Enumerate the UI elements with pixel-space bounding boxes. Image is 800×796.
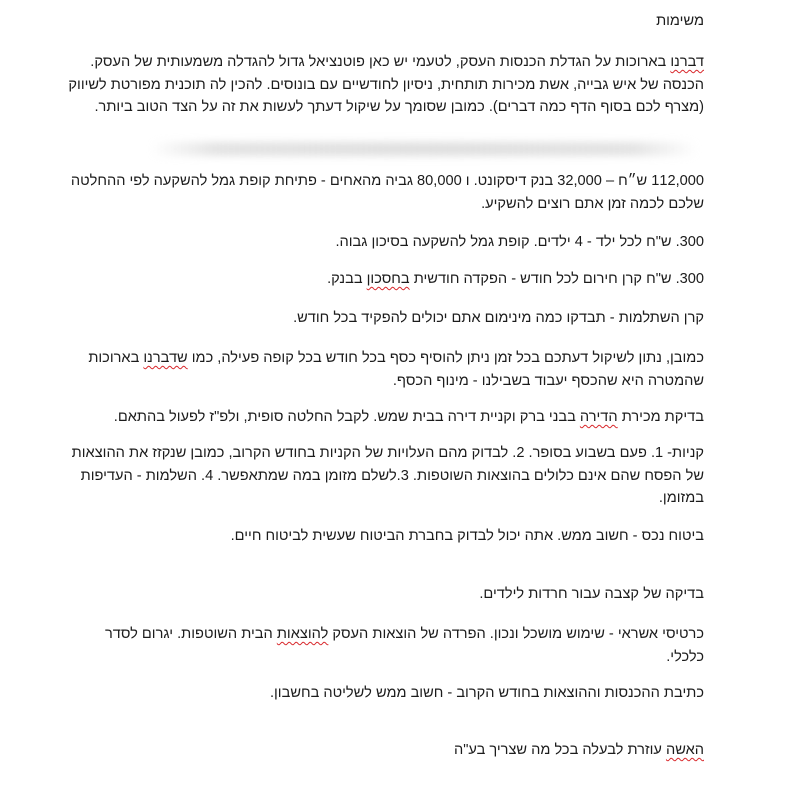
- closing-spell-underlined-word: האשה: [665, 742, 704, 758]
- emergency-text-before: 300. ש"ח קרן חירום לכל חודש - הפקדה חודשית: [409, 271, 704, 287]
- children-savings-paragraph: [92, 231, 704, 254]
- flexibility-spell-underlined-word: שדברנו: [143, 350, 188, 366]
- intro-paragraph: [68, 51, 704, 119]
- apartment-text-after: בבני ברק וקניית דירה בבית שמש. לקבל החלטה סופית, ולפ"ז לפעול בהתאם.: [113, 409, 580, 425]
- tracking-text: כתיבת ההכנסות וההוצאות בחודש הקרוב - חשוב ממש לשליטה בחשבון.: [269, 685, 704, 701]
- closing-paragraph: [92, 739, 704, 762]
- redacted-blurred-line: [150, 142, 698, 156]
- investment-line-1: 112,000 ש״ח – 32,000 בנק דיסקונט. ו 80,000 גביה מהאחים - פתיחת קופת גמל להשקעה לפי ההחלטה: [70, 173, 704, 189]
- insurance-text: ביטוח נכס - חשוב ממש. אתה יכול לבדוק בחברת הביטוח שעשית לביטוח חיים.: [230, 528, 704, 544]
- intro-text-3: (מצרף לכם בסוף הדף כמה דברים). כמובן שסומך על שיקול דעתך לעשות את זה על הצד הטוב ביותר.: [94, 99, 704, 115]
- apartment-spell-underlined-word: הדירה: [579, 409, 618, 425]
- document-title: [92, 10, 704, 33]
- credit-line-2: כלכלי.: [666, 648, 704, 665]
- allowance-text: בדיקה של קצבה עבור חרדות לילדים.: [479, 586, 704, 602]
- apartment-text-before: בדיקת מכירת: [617, 409, 704, 425]
- flexibility-paragraph: [88, 347, 704, 392]
- credit-spell-underlined-word: להוצאות: [276, 626, 329, 642]
- flexibility-line-2: שהמטרה היא שהכסף יעבוד בשבילנו - מינוף הכסף.: [392, 372, 704, 389]
- investment-paragraph: [70, 170, 704, 215]
- investment-line-2: שלכם לכמה זמן אתם רוצים להשקיע.: [481, 195, 704, 212]
- shopping-line-3: במזומן.: [658, 490, 704, 506]
- credit-text-after: הבית השוטפות. יגרום לסדר: [104, 626, 277, 642]
- shopping-paragraph: [71, 442, 704, 510]
- intro-text-2: הכנסה של איש גבייה, אשת מכירות תותחית, ניסיון לחודשיים עם בונוסים. להכין לה תוכנית מפורטת לשיווק: [68, 76, 704, 93]
- emergency-text-after: בבנק.: [327, 271, 367, 287]
- flexibility-text-after: בארוכות: [88, 350, 144, 366]
- pension-text: קרן השתלמות - תבדקו כמה מינימום אתם יכולים להפקיד בכל חודש.: [293, 310, 704, 326]
- flexibility-text-before: כמובן, נתון לשיקול דעתכם בכל זמן ניתן להוסיף כסף בכל חודש בכל קופה פעילה, כמו: [187, 350, 704, 366]
- credit-cards-paragraph: [92, 623, 704, 668]
- intro-spell-underlined-word: דברנו: [670, 54, 704, 70]
- credit-text-before: כרטיסי אשראי - שימוש מושכל ונכון. הפרדה של הוצאות העסק: [328, 626, 704, 642]
- children-savings-text: 300. ש"ח לכל ילד - 4 ילדים. קופת גמל להשקעה בסיכון גבוה.: [335, 234, 704, 250]
- pension-fund-paragraph: [92, 307, 704, 330]
- apartment-paragraph: [92, 406, 704, 429]
- emergency-spell-underlined-word: בחסכון: [366, 271, 410, 287]
- emergency-fund-paragraph: [92, 268, 704, 291]
- tracking-paragraph: [92, 682, 704, 705]
- allowance-paragraph: [92, 583, 704, 606]
- document-title-text: משימות: [656, 13, 704, 29]
- intro-text-1: בארוכות על הגדלת הכנסות העסק, לטעמי יש כאן פוטנציאל גדול להגדלה משמעותית של העסק.: [90, 54, 671, 70]
- insurance-paragraph: [92, 525, 704, 548]
- shopping-line-1: קניות- 1. פעם בשבוע בסופר. 2. לבדוק מהם העלויות של הקניות בחודש הקרוב, כמובן שנקזז את ההוצאות: [71, 445, 704, 461]
- closing-text: עוזרת לבעלה בכל מה שצריך בע"ה: [453, 742, 666, 758]
- shopping-line-2: של הפסח שהם אינם כלולים בהוצאות השוטפות. 3.לשלם מזומן במה שמתאפשר. 4. השלמות - העדיפות: [80, 467, 704, 484]
